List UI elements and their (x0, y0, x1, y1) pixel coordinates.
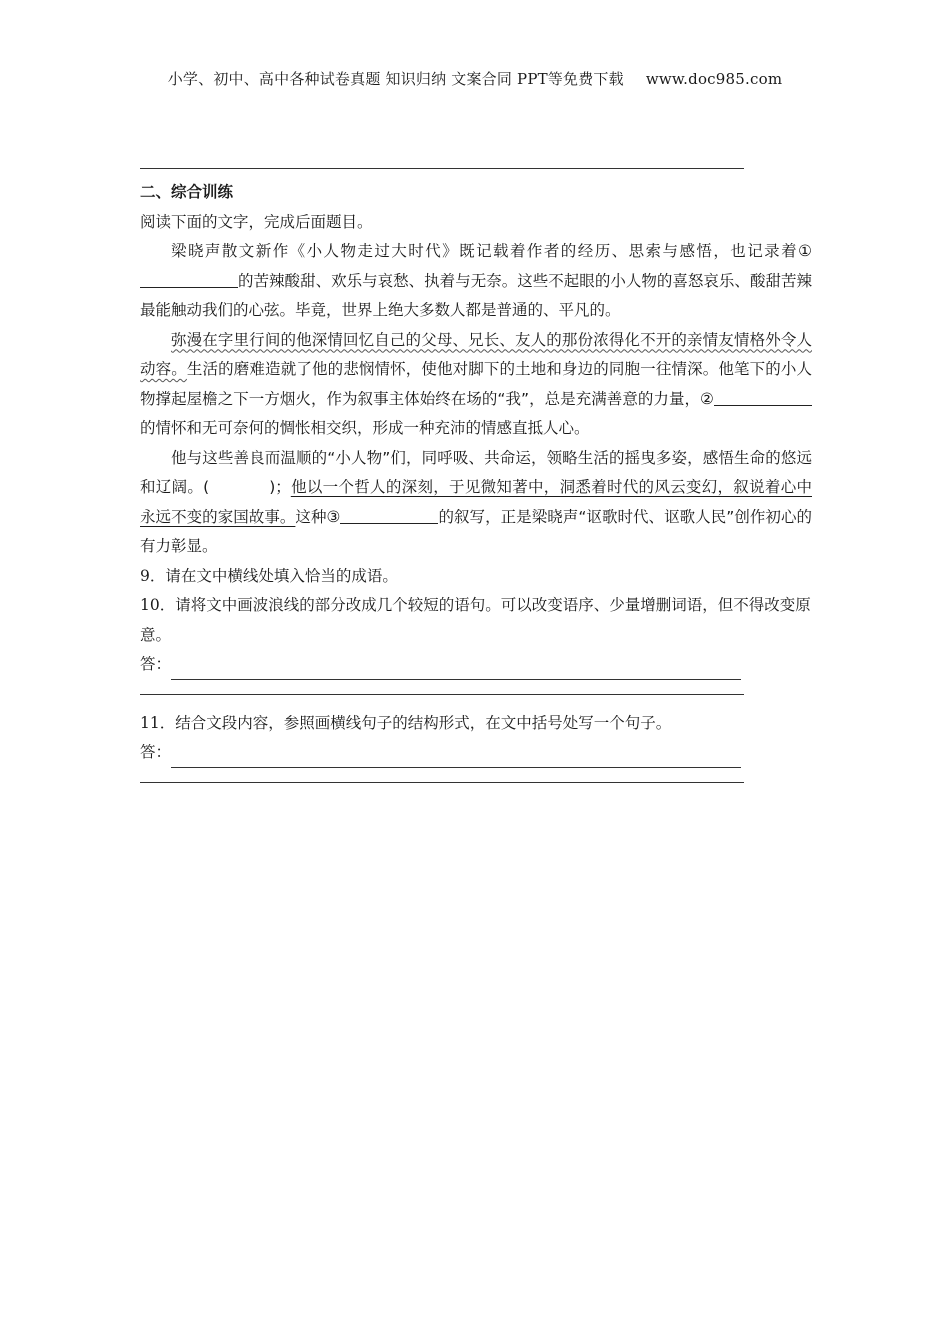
answer-line-10b[interactable] (140, 694, 744, 695)
answer-label: 答： (140, 655, 172, 673)
p1-text-a: 梁晓声散文新作《小人物走过大时代》既记载着作者的经历、思索与感悟，也记录着 (171, 242, 799, 260)
reading-instruction: 阅读下面的文字，完成后面题目。 (140, 212, 373, 231)
p2-text-a: 生活的磨难造就了他的悲悯情怀，使他对脚下的土地和身边的同胞一往情深。他笔下的小人物撑起屋檐之下一方烟火，作为叙事主体始终在场的“我”，总是充满善意的力量， (140, 360, 812, 408)
page-header (0, 68, 950, 89)
blank-marker-2: ② (700, 389, 714, 408)
blank-1[interactable] (140, 271, 238, 288)
passage-paragraph-1 (140, 237, 812, 326)
passage-paragraph-3 (140, 444, 812, 562)
top-answer-rule (140, 168, 744, 169)
blank-3[interactable] (340, 507, 438, 524)
answer-line-11b[interactable] (140, 782, 744, 783)
p2-text-b: 的情怀和无可奈何的惆怅相交织，形成一种充沛的情感直抵人心。 (140, 419, 590, 437)
p3-text-a: 他与这些善良而温顺的“小人物”们，同呼吸、共命运，领略生活的摇曳多姿，感悟生命的悠远和辽阔。( (140, 448, 812, 496)
blank-2[interactable] (714, 389, 812, 406)
header-site: www.doc985.com (645, 70, 783, 88)
p1-text-b: 的苦辣酸甜、欢乐与哀愁、执着与无奈。这些不起眼的小人物的喜怒哀乐、酸甜苦辣最能触动我们的心弦。毕竟，世界上绝大多数人都是普通的、平凡的。 (140, 271, 812, 319)
question-10: 10．请将文中画波浪线的部分改成几个较短的语句。可以改变语序、少量增删词语，但不得改变原意。 (140, 596, 811, 644)
passage-paragraph-2 (140, 326, 812, 444)
blank-marker-3: ③ (326, 507, 341, 526)
question-9: 9．请在文中横线处填入恰当的成语。 (140, 566, 398, 585)
p3-paren-close: )； (269, 478, 291, 496)
underlined-sentence: 他以一个哲人的深刻，于见微知著中，洞悉着时代的风云变幻，叙说着心中永远不变的家国故事。 (140, 478, 812, 526)
document-body (140, 178, 812, 797)
answer-line-11a[interactable] (171, 749, 741, 768)
p3-text-c: 的叙写，正是梁晓声“讴歌时代、讴歌人民”创作初心的有力彰显。 (140, 507, 812, 555)
header-text: 小学、初中、高中各种试卷真题 知识归纳 文案合同 PPT等免费下载 (167, 70, 624, 88)
question-11-answer (140, 738, 812, 768)
blank-marker-1: ① (798, 242, 812, 260)
wavy-underlined-sentence: 弥漫在字里行间的他深情回忆自己的父母、兄长、友人的那份浓得化不开的亲情友情格外令人动容。 (140, 330, 812, 378)
p3-text-b: 这种 (295, 507, 327, 526)
question-10-answer (140, 650, 812, 680)
answer-line-10a[interactable] (171, 661, 741, 680)
answer-label: 答： (140, 743, 172, 761)
section-title: 二、综合训练 (140, 183, 234, 201)
question-11: 11．结合文段内容，参照画横线句子的结构形式，在文中括号处写一个句子。 (140, 713, 672, 732)
